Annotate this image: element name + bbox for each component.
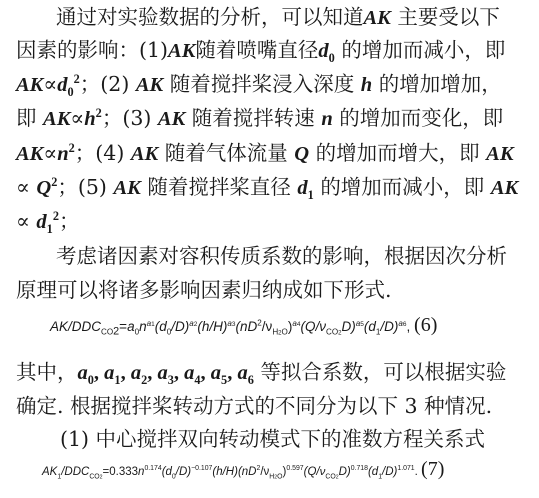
symbol-ak: AK [16, 143, 44, 165]
subheading-1 [60, 424, 485, 454]
text: 的增加而变化，即 [339, 106, 504, 130]
para1-line2 [16, 35, 505, 66]
para1-line1 [56, 2, 500, 33]
para1-line5 [16, 138, 514, 169]
symbol-ak: AK [130, 143, 159, 165]
para2-line1 [56, 241, 507, 271]
symbol-ak: AK [490, 177, 519, 199]
symbol-h: h [84, 108, 96, 130]
symbol-ak: AK [135, 74, 164, 96]
symbol-d: d [57, 74, 68, 96]
symbol-d: d [297, 177, 308, 199]
symbol-q: Q [36, 177, 52, 199]
equation-number: (6) [414, 314, 438, 336]
text: ；(3) [101, 106, 152, 130]
symbol-d: d [318, 40, 329, 62]
symbol-q: Q [294, 143, 310, 165]
superscript: 2 [68, 141, 75, 156]
subscript: 0 [67, 85, 74, 100]
text: 随着搅拌桨直径 [147, 175, 291, 199]
symbol-ak: AK [157, 108, 186, 130]
text: 的增加而减小，即 [341, 38, 506, 62]
text: 其中， [16, 360, 78, 384]
subscript: 1 [46, 222, 53, 237]
text: ； [58, 209, 80, 233]
text: 的增加而增大，即 [315, 141, 480, 165]
equation-6: $AK/DDC_{CO2}=a_0n^{a1}(d_0/D)^{a2}(h/H)^{a3}(nD^2/\nu_{H2O})^{a4}(Q/\nu_{CO2}D)^{a5}(d_1/D)^{a6}$, (6) [50, 314, 438, 338]
equation-7: $AK_1/DDC_{CO2}=0.333n^{0.174}(d_0/D)^{-0.107}(h/H)(nD^2/\nu_{H2O})^{0.597}(Q/\nu_{CO2}D)^{0.718}(d_1/D)^{1.071}$. (7) [42, 458, 445, 481]
text: 的增加而减小，即 [320, 175, 485, 199]
superscript: 2 [51, 175, 58, 190]
para3-line1: 其中，$a_0$, $a_1$, $a_2$, $a_3$, $a_4$, $a_5$, $a_6$ 等拟合系数，可以根据实验 [16, 360, 507, 388]
text: 通过对实验数据的分析，可以知道 [56, 5, 364, 29]
text: 随着搅拌桨浸入深度 [169, 72, 355, 96]
proportional-symbol: ∝ [70, 106, 85, 130]
superscript: 2 [52, 209, 59, 224]
symbol-ak: AK [16, 74, 44, 96]
text: ；(2) [79, 72, 130, 96]
text: (1) 中心搅拌双向转动模式下的准数方程关系式 [60, 427, 486, 451]
para1-line3 [16, 69, 502, 100]
para1-line7 [16, 206, 79, 237]
text: 随着搅拌转速 [191, 106, 315, 130]
symbol-ak: AK [486, 143, 514, 165]
equation-number: (7) [421, 458, 445, 480]
symbol-ak: AK [43, 108, 71, 130]
symbol-ak: AK [113, 177, 141, 199]
para2-line2 [16, 275, 392, 305]
text: 确定. 根据搅拌桨转动方式的不同分为以下 3 种情况. [16, 394, 493, 418]
subscript: 1 [307, 188, 314, 203]
symbol-d: d [36, 211, 47, 233]
text: 随着喷嘴直径 [195, 38, 319, 62]
proportional-symbol: ∝ [16, 175, 30, 199]
text: 即 [16, 106, 37, 130]
text: ；(4) [74, 141, 125, 165]
superscript: 2 [73, 72, 80, 87]
proportional-symbol: ∝ [43, 72, 58, 96]
text: 因素的影响：(1) [16, 38, 169, 62]
text: 随着气体流量 [164, 141, 288, 165]
text: 原理可以将诸多影响因素归纳成如下形式. [16, 278, 392, 302]
text: 的增加增加， [378, 72, 502, 96]
text: ；(5) [57, 175, 107, 199]
proportional-symbol: ∝ [16, 209, 30, 233]
proportional-symbol: ∝ [43, 141, 58, 165]
superscript: 2 [95, 106, 102, 121]
text: 主要受以下 [397, 5, 500, 29]
symbol-ak: AK [168, 40, 196, 62]
symbol-h: h [360, 74, 373, 96]
para3-line2 [16, 391, 492, 421]
symbol-n: n [57, 143, 69, 165]
symbol-n: n [321, 108, 333, 130]
para1-line4 [16, 103, 503, 134]
symbol-ak: AK [363, 7, 391, 29]
para1-line6 [16, 172, 518, 203]
subscript: 0 [328, 51, 335, 66]
text: 等拟合系数，可以根据实验 [260, 360, 507, 384]
text: 考虑诸因素对容积传质系数的影响，根据因次分析 [56, 244, 507, 268]
